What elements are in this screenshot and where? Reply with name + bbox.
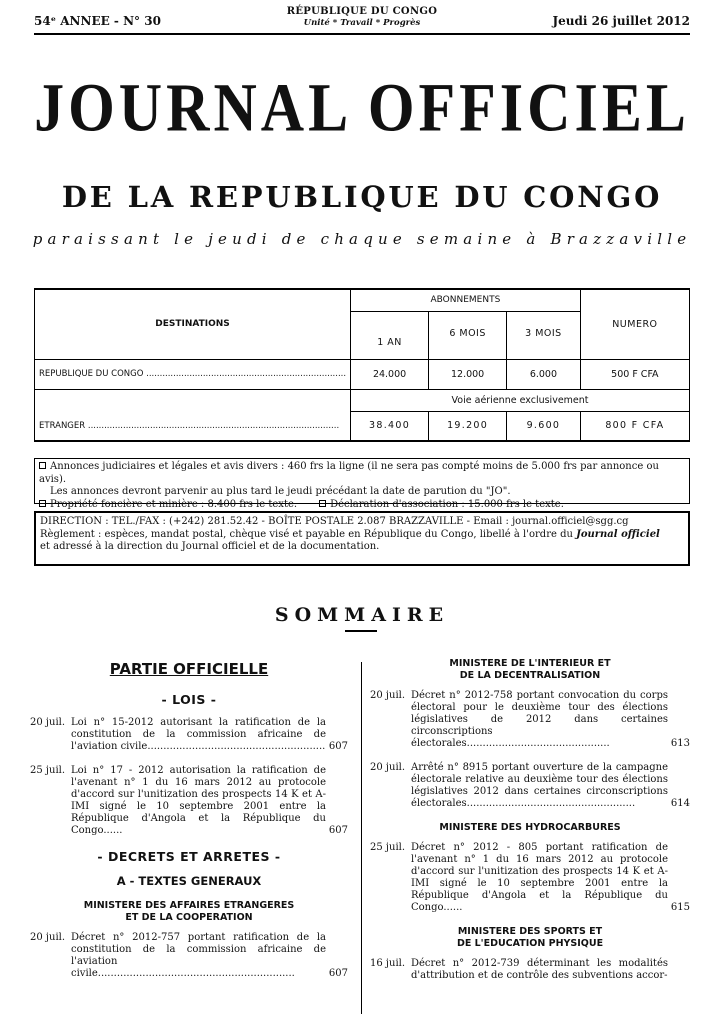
col-1an: 1 AN <box>351 311 429 359</box>
entry-page: 614 <box>670 798 690 809</box>
entry-page: 613 <box>670 738 690 749</box>
issue-number: 54ᵉ ANNEE - N° 30 <box>34 14 161 28</box>
journal-title: JOURNAL OFFICIEL <box>34 70 690 146</box>
price-1an: 38.400 <box>351 411 429 441</box>
price-6mois: 12.000 <box>429 359 507 389</box>
republic-name: RÉPUBLIQUE DU CONGO <box>286 6 438 17</box>
sommaire-title: SOMMAIRE <box>274 604 450 626</box>
journal-subtitle: DE LA REPUBLIQUE DU CONGO <box>61 180 663 214</box>
list-item[interactable] <box>30 717 348 753</box>
entry-date: 16 juil. <box>370 958 406 969</box>
reglement-continued: et adressé à la direction du Journal officiel et de la documentation. <box>40 541 380 552</box>
textes-generaux-heading: A - TEXTES GENERAUX <box>116 874 262 888</box>
notice-deadline: Les annonces devront parvenir au plus tard le jeudi précédant la date de parution du "JO". <box>50 486 511 497</box>
square-bullet-icon <box>39 462 46 469</box>
header-rule <box>34 33 690 35</box>
square-bullet-icon <box>319 500 326 507</box>
reglement-text: Règlement : espèces, mandat postal, chèque visé et payable en République du Congo, libellé à l'ordre du <box>40 528 577 540</box>
entry-date: 25 juil. <box>370 842 406 853</box>
list-item[interactable] <box>370 842 690 914</box>
list-item[interactable] <box>30 765 348 837</box>
price-numero: 800 F CFA <box>580 411 689 441</box>
entry-text: Arrêté n° 8915 portant ouverture de la campagne électorale relative au deuxième tour des élections législatives 2012 dans certaines circonscriptions électorales..................................................... <box>411 762 668 809</box>
list-item[interactable] <box>30 932 348 980</box>
price-1an: 24.000 <box>351 359 429 389</box>
list-item[interactable] <box>370 762 690 810</box>
direction-contact: DIRECTION : TEL./FAX : (+242) 281.52.42 - BOÎTE POSTALE 2.087 BRAZZAVILLE - Email : journal.officiel@sgg.cg <box>40 516 629 527</box>
column-divider <box>361 662 362 1014</box>
entry-date: 20 juil. <box>30 717 66 728</box>
partie-officielle-heading: PARTIE OFFICIELLE <box>109 660 269 678</box>
entry-page: 607 <box>328 741 348 752</box>
air-note: Voie aérienne exclusivement <box>351 389 690 411</box>
ministry-heading: MINISTERE DES HYDROCARBURES <box>439 822 621 833</box>
entry-page: 615 <box>670 902 690 913</box>
lois-heading: - LOIS - <box>161 692 217 707</box>
price-3mois: 6.000 <box>507 359 581 389</box>
numero-header: NUMERO <box>580 289 689 359</box>
list-item[interactable] <box>370 958 690 982</box>
page-header <box>34 6 690 34</box>
ministry-heading: MINISTERE DES SPORTS ET DE L'EDUCATION PHYSIQUE <box>456 926 604 949</box>
square-bullet-icon <box>39 500 46 507</box>
price-3mois: 9.600 <box>507 411 581 441</box>
table-row <box>35 411 690 441</box>
price-6mois: 19.200 <box>429 411 507 441</box>
row-label: REPUBLIQUE DU CONGO .......................................................................... <box>35 359 351 389</box>
col-3mois: 3 MOIS <box>507 311 581 359</box>
entry-date: 20 juil. <box>30 932 66 943</box>
entry-text: Décret n° 2012-739 déterminant les modalités d'attribution et de contrôle des subventions accor- <box>411 958 668 981</box>
entry-text: Loi n° 17 - 2012 autorisation la ratification de l'avenant n° 1 du 16 mars 2012 au protocole d'accord sur l'unitization des prospects 14 K et A-IMI signé le 10 septembre 2001 entre la République d'Angola et la République du Congo...... <box>71 765 326 836</box>
entry-date: 25 juil. <box>30 765 66 776</box>
ministry-heading: MINISTERE DES AFFAIRES ETRANGERES ET DE LA COOPERATION <box>83 900 295 923</box>
decrets-heading: - DECRETS ET ARRETES - <box>97 849 281 864</box>
entry-text: Décret n° 2012-757 portant ratification de la constitution de la commission africaine de l'aviation civile.............................................................. <box>71 932 326 979</box>
row-label: ETRANGER ............................................................................................. <box>35 411 351 441</box>
entry-page: 607 <box>328 968 348 979</box>
entry-date: 20 juil. <box>370 690 406 701</box>
notice-propriete: Propriété foncière et minière : 8.400 frs le texte. <box>50 498 298 510</box>
journal-officiel-emphasis: Journal officiel <box>576 528 660 540</box>
direction-box <box>34 511 690 566</box>
motto: Unité * Travail * Progrès <box>303 18 421 28</box>
abonnements-header: ABONNEMENTS <box>351 289 581 311</box>
col-6mois: 6 MOIS <box>429 311 507 359</box>
sommaire-right-column <box>370 658 690 994</box>
notices-box <box>34 458 690 510</box>
sommaire-rule <box>345 630 377 632</box>
sommaire-left-column <box>30 658 348 992</box>
entry-date: 20 juil. <box>370 762 406 773</box>
destinations-header: DESTINATIONS <box>35 289 351 359</box>
entry-text: Décret n° 2012-758 portant convocation du corps électoral pour le deuxième tour des élections législatives de 2012 dans certaines circonscriptions électorales............................................. <box>411 690 668 749</box>
price-numero: 500 F CFA <box>580 359 689 389</box>
entry-text: Loi n° 15-2012 autorisant la ratification de la constitution de la commission africaine de l'aviation civile........................................................ <box>71 717 326 752</box>
table-row <box>35 359 690 389</box>
list-item[interactable] <box>370 690 690 750</box>
subscription-table <box>34 288 690 442</box>
journal-tagline: paraissant le jeudi de chaque semaine à Brazzaville <box>32 230 692 248</box>
issue-date: Jeudi 26 juillet 2012 <box>552 14 690 28</box>
entry-text: Décret n° 2012 - 805 portant ratification de l'avenant n° 1 du 16 mars 2012 au protocole d'accord sur l'unitization des prospects 14 K et A-IMI signé le 10 septembre 2001 entre la République d'Angola et la République du Congo...... <box>411 842 668 913</box>
ministry-heading: MINISTERE DE L'INTERIEUR ET DE LA DECENTRALISATION <box>449 658 611 681</box>
notice-association: Déclaration d'association : 15.000 frs le texte. <box>330 498 564 510</box>
entry-page: 607 <box>328 825 348 836</box>
notice-annonces: Annonces judiciaires et légales et avis divers : 460 frs la ligne (il ne sera pas compté moins de 5.000 frs par annonce ou avis). <box>39 461 659 485</box>
